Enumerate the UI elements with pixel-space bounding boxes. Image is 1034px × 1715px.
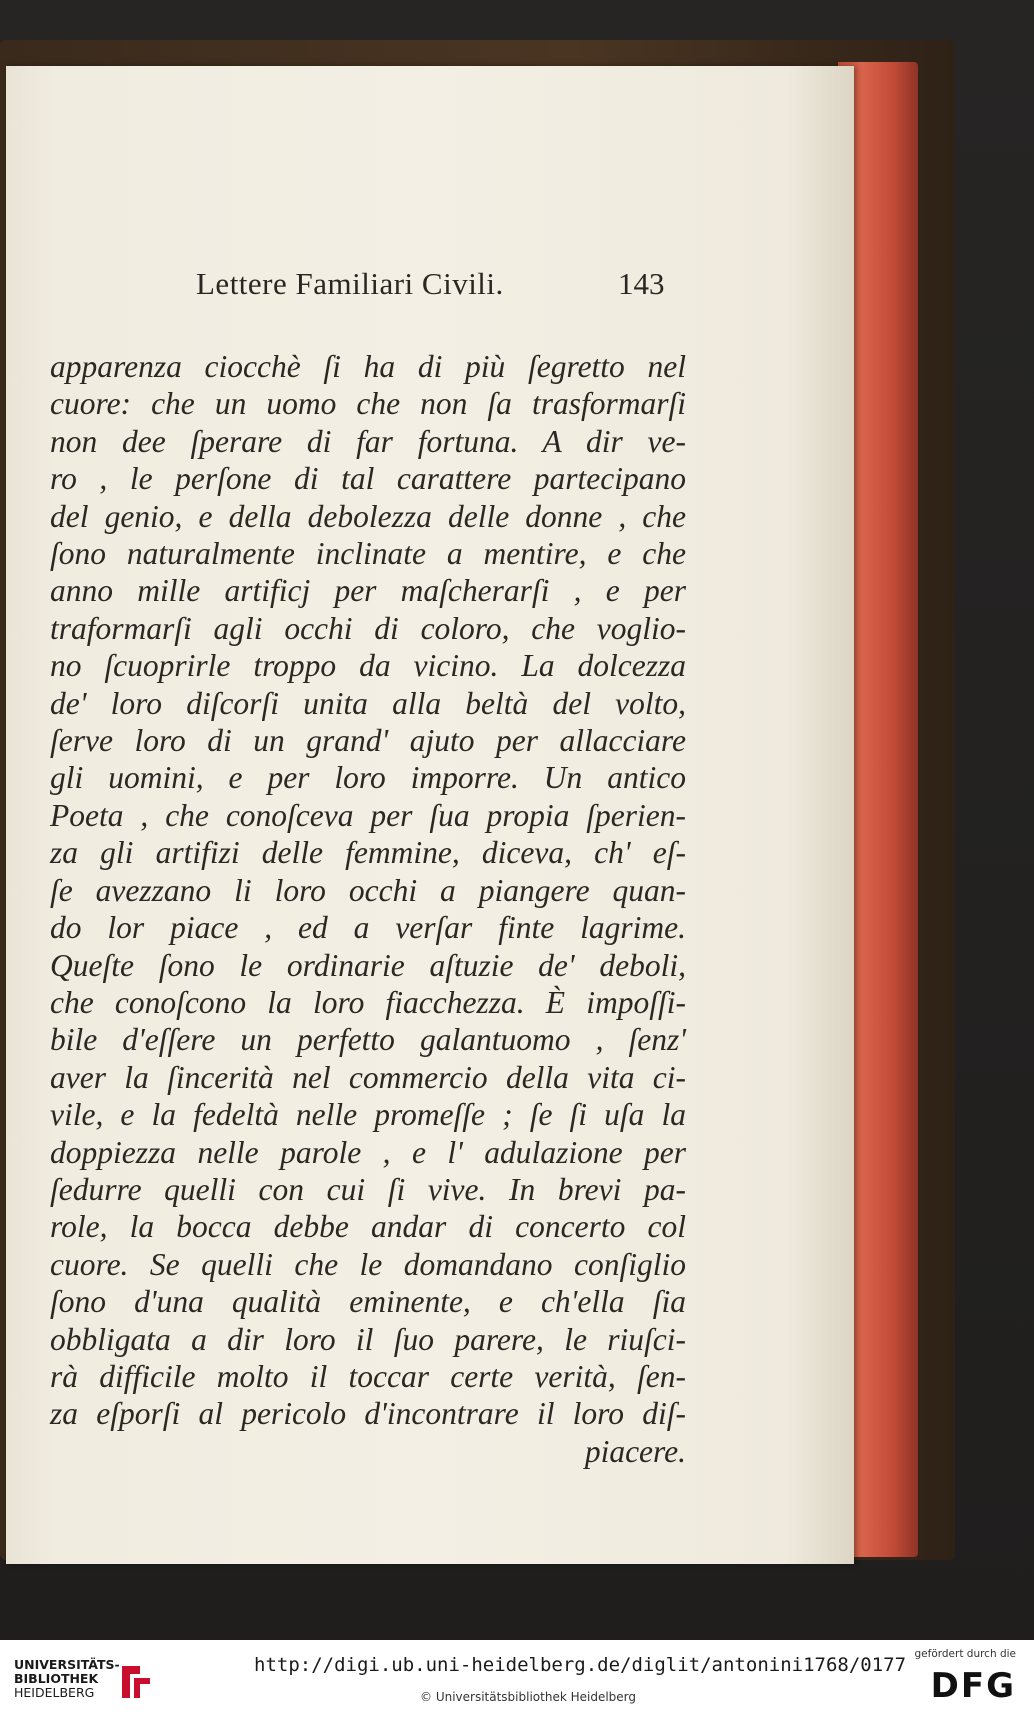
text-line: role, la bocca debbe andar di concerto col: [50, 1209, 686, 1245]
text-line: Poeta , che conoſceva per ſua propia ſperien-: [50, 797, 686, 833]
viewer-footer: [0, 1640, 1034, 1715]
university-library-logo[interactable]: [14, 1652, 144, 1704]
text-line: non dee ſperare di far fortuna. A dir ve-: [50, 423, 686, 459]
text-line: gli uomini, e per loro imporre. Un antico: [50, 760, 686, 796]
text-line: traformarſi agli occhi di coloro, che voglio-: [50, 610, 686, 646]
text-line: ro , le perſone di tal carattere partecipano: [50, 461, 686, 497]
text-line: de' loro diſcorſi unita alla beltà del volto,: [50, 685, 686, 721]
text-line: bile d'eſſere un perfetto galantuomo , ſenz': [50, 1022, 686, 1058]
dfg-caption: gefördert durch die: [914, 1648, 1016, 1660]
text-line: apparenza ciocchè ſi ha di più ſegretto nel: [50, 349, 686, 384]
body-text: [50, 348, 686, 1470]
library-name-line3: HEIDELBERG: [14, 1685, 95, 1700]
text-line: ſono naturalmente inclinate a mentire, e che: [50, 536, 686, 572]
dfg-wordmark: DFG: [930, 1666, 1016, 1706]
library-name-line2: BIBLIOTHEK: [14, 1671, 99, 1686]
text-line: ſono d'una qualità eminente, e ch'ella ſia: [50, 1284, 686, 1320]
catchword-line: piacere.: [584, 1433, 686, 1469]
running-head: Lettere Familiari Civili.: [196, 266, 504, 301]
copyright-notice: © Universitätsbibliothek Heidelberg: [420, 1690, 637, 1704]
text-line: Queſte ſono le ordinarie aſtuzie de' deboli,: [50, 947, 686, 983]
page-number: 143: [618, 266, 665, 301]
text-line: za eſporſi al pericolo d'incontrare il loro diſ-: [50, 1396, 686, 1432]
permalink-url[interactable]: http://digi.ub.uni-heidelberg.de/diglit/antonini1768/0177: [254, 1654, 907, 1676]
text-line: ſedurre quelli con cui ſi vive. In brevi pa-: [50, 1171, 686, 1207]
text-line: anno mille artificj per maſcherarſi , e per: [50, 573, 686, 609]
text-line: rà difficile molto il toccar certe verità, ſen-: [50, 1358, 686, 1394]
library-name-line1: UNIVERSITÄTS-: [14, 1657, 120, 1672]
text-line: vile, e la fedeltà nelle promeſſe ; ſe ſi uſa la: [50, 1097, 686, 1133]
text-line: che conoſcono la loro fiacchezza. È impoſſi-: [50, 984, 686, 1020]
text-line: cuore. Se quelli che le domandano conſiglio: [50, 1246, 686, 1282]
dfg-logo[interactable]: [906, 1648, 1016, 1708]
book-page: [6, 66, 854, 1564]
text-line: cuore: che un uomo che non ſa trasformarſi: [50, 386, 686, 422]
text-line: del genio, e della debolezza delle donne , che: [50, 498, 686, 534]
text-line: do lor piace , ed a verſar finte lagrime.: [50, 910, 686, 946]
text-line: za gli artifizi delle femmine, diceva, ch' eſ-: [50, 835, 686, 871]
text-line: doppiezza nelle parole , e l' adulazione per: [50, 1134, 686, 1170]
text-line: obbligata a dir loro il ſuo parere, le riuſci-: [50, 1321, 686, 1357]
text-line: no ſcuoprirle troppo da vicino. La dolcezza: [50, 648, 686, 684]
text-line: aver la ſincerità nel commercio della vita ci-: [50, 1059, 686, 1095]
text-line: ſerve loro di un grand' ajuto per allacciare: [50, 723, 686, 759]
library-mark-icon: [118, 1662, 154, 1702]
text-line: ſe avezzano li loro occhi a piangere quan-: [50, 872, 686, 908]
